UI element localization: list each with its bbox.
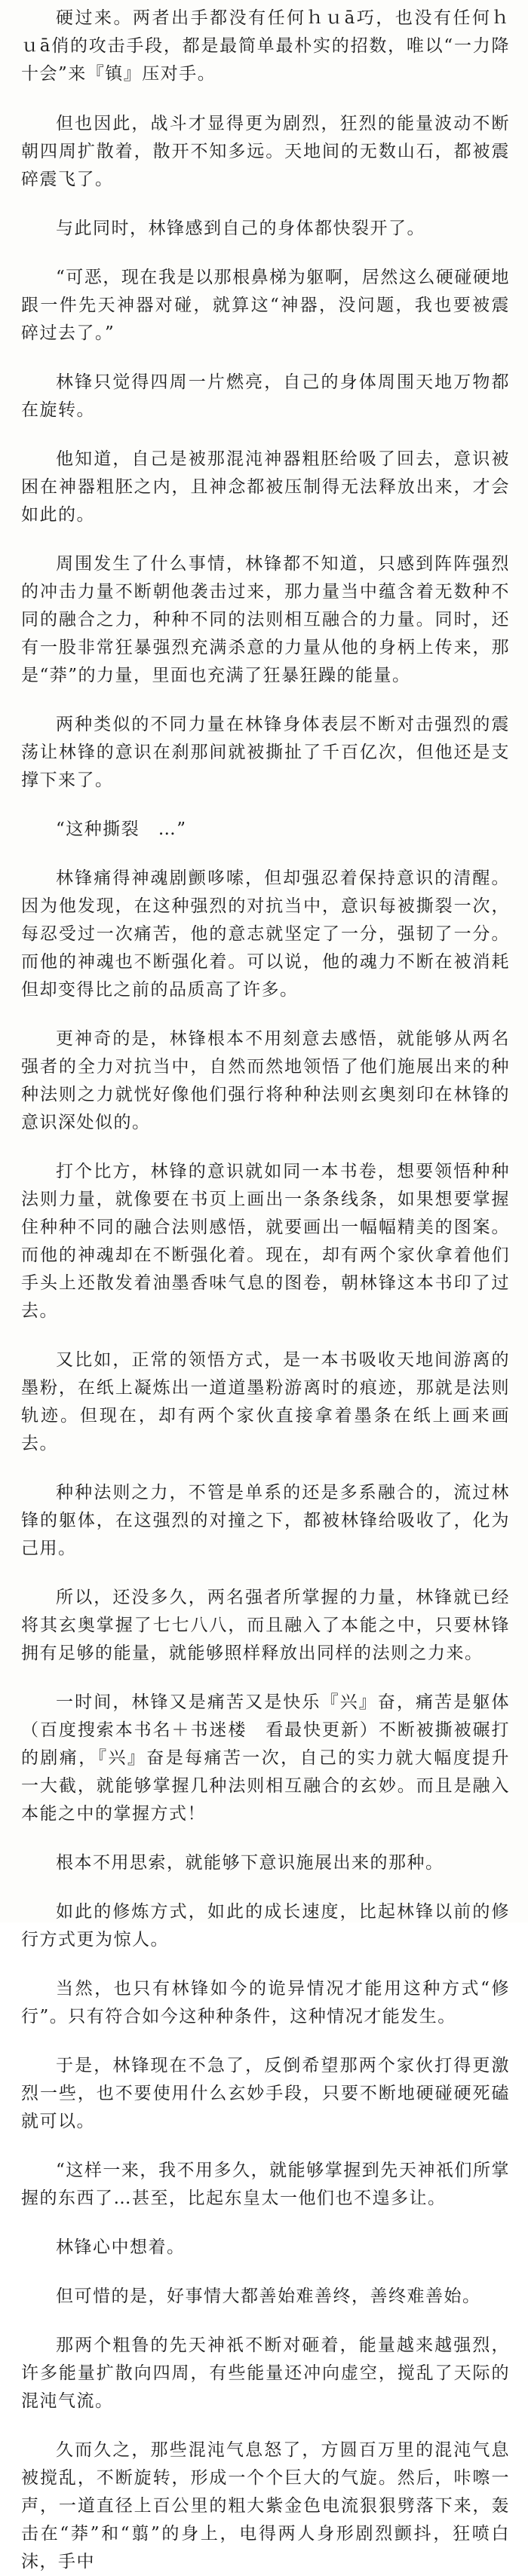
paragraph-16: 一时间，林锋又是痛苦又是快乐『兴』奋，痛苦是躯体（百度搜索本书名＋书迷楼 看最快更新）不断被撕被碾打的剧痛，『兴』奋是每痛苦一次，自己的实力就大幅度提升一大截，就能够掌握几种法则相互融合的玄妙。而且是融入本能之中的掌握方式！ [21, 1692, 510, 1824]
paragraph-1: 硬过来。两者出手都没有任何ｈｕā巧，也没有任何ｈｕā俏的攻击手段，都是最简单最朴实的招数，唯以“一力降十会”来『镇』压对手。 [21, 8, 510, 84]
paragraph-10: 林锋痛得神魂剧颤哆嗦，但却强忍着保持意识的清醒。因为他发现，在这种强烈的对抗当中，意识每被撕裂一次，每忍受过一次痛苦，他的意志就坚定了一分，强韧了一分。而他的神魂也不断强化着。可以说，他的魂力不断在被消耗但却变得比之前的品质高了许多。 [21, 868, 510, 1000]
paragraph-15: 所以，还没多久，两名强者所掌握的力量，林锋就已经将其玄奥掌握了七七八八，而且融入了本能之中，只要林锋拥有足够的能量，就能够照样释放出同样的法则之力来。 [21, 1588, 510, 1663]
paragraph-17: 根本不用思索，就能够下意识施展出来的那种。 [56, 1853, 444, 1873]
paragraph-3: 与此同时，林锋感到自己的身体都快裂开了。 [56, 219, 425, 238]
paragraph-24: 那两个粗鲁的先天神祇不断对砸着，能量越来越强烈，许多能量扩散向四周，有些能量还冲向虚空，搅乱了天际的混沌气流。 [21, 2336, 510, 2411]
paragraph-6: 他知道，自己是被那混沌神器粗胚给吸了回去，意识被困在神器粗胚之内，且神念都被压制得无法释放出来，才会如此的。 [21, 449, 510, 525]
paragraph-2: 但也因此，战斗才显得更为剧烈，狂烈的能量波动不断朝四周扩散着，散开不知多远。天地间的无数山石，都被震碎震飞了。 [21, 114, 510, 189]
paragraph-22: 林锋心中想着。 [56, 2238, 186, 2257]
paragraph-8: 两种类似的不同力量在林锋身体表层不断对击强烈的震荡让林锋的意识在刹那间就被撕扯了千百亿次，但他还是支撑下来了。 [21, 715, 510, 790]
paragraph-25: 久而久之，那些混沌气息怒了，方圆百万里的混沌气息被搅乱，不断旋转，形成一个个巨大的气旋。然后，咔嚓一声，一道直径上百公里的粗大紫金色电流狠狠劈落下来，轰击在“莽”和“翦”的身上，电得两人身形剧烈颤抖，狂喷白沫，手中 [21, 2440, 510, 2571]
paragraph-23: 但可惜的是，好事情大都善始难善终，善终难善始。 [56, 2287, 481, 2306]
paragraph-20: 于是，林锋现在不急了，反倒希望那两个家伙打得更激烈一些，也不要使用什么玄妙手段，只要不断地硬碰硬死磕就可以。 [21, 2056, 510, 2131]
paragraph-18: 如此的修炼方式，如此的成长速度，比起林锋以前的修行方式更为惊人。 [21, 1902, 510, 1950]
paragraph-19: 当然，也只有林锋如今的诡异情况才能用这种方式“修行”。只有符合如今这种种条件，这种情况才能发生。 [21, 1979, 510, 2026]
paragraph-21: “这样一来，我不用多久，就能够掌握到先天神祇们所掌握的东西了…甚至，比起东皇太一他们也不遑多让。 [21, 2161, 510, 2208]
paragraph-4: “可恶，现在我是以那根鼻梯为躯啊，居然这么硬碰硬地跟一件先天神器对碰，就算这“神器，没问题，我也要被震碎过去了。” [21, 268, 510, 343]
paragraph-14: 种种法则之力，不管是单系的还是多系融合的，流过林锋的躯体，在这强烈的对撞之下，都被林锋给吸收了，化为己用。 [21, 1483, 510, 1558]
paragraph-12: 打个比方，林锋的意识就如同一本书卷，想要领悟种种法则力量，就像要在书页上画出一条条线条，如果想要掌握住种种不同的融合法则感悟，就要画出一幅幅精美的图案。而他的神魂却在不断强化着。现在，却有两个家伙拿着他们手头上还散发着油墨香味气息的图卷，朝林锋这本书印了过去。 [21, 1162, 510, 1321]
paragraph-5: 林锋只觉得四周一片燃亮，自己的身体周围天地万物都在旋转。 [21, 372, 510, 420]
paragraph-9: “这种撕裂 …” [56, 819, 187, 839]
paragraph-13: 又比如，正常的领悟方式，是一本书吸收天地间游离的墨粉，在纸上凝炼出一道道墨粉游离时的痕迹，那就是法则轨迹。但现在，却有两个家伙直接拿着墨条在纸上画来画去。 [21, 1350, 510, 1453]
paragraph-11: 更神奇的是，林锋根本不用刻意去感悟，就能够从两名强者的全力对抗当中，自然而然地领悟了他们施展出来的种种法则之力就恍好像他们强行将种种法则玄奥刻印在林锋的意识深处似的。 [21, 1029, 510, 1132]
paragraph-7: 周围发生了什么事情，林锋都不知道，只感到阵阵强烈的冲击力量不断朝他袭击过来，那力量当中蕴含着无数种不同的融合之力，种种不同的法则相互融合的力量。同时，还有一股非常狂暴强烈充满杀意的力量从他的身柄上传来，那是“莽”的力量，里面也充满了狂暴狂躁的能量。 [21, 554, 510, 685]
